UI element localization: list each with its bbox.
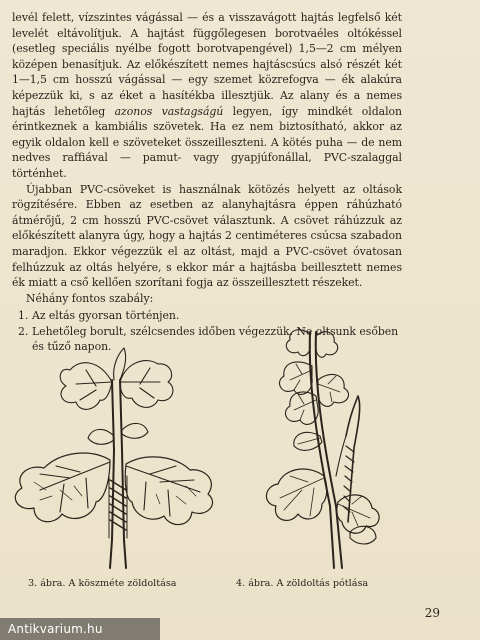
paragraph-3: Néhány fontos szabály: — [26, 291, 154, 305]
body-text — [12, 10, 402, 355]
list-item: 2. Lehetőleg borult, szélcsendes időben végezzük. Ne oltsunk esőben és tűző napon. — [18, 324, 399, 354]
list-item: 1. Az eltás gyorsan történjen. — [18, 309, 180, 323]
figure-3-caption: 3. ábra. A köszméte zöldoltása — [28, 578, 177, 589]
emphasis-text: azonos vastagságú — [114, 104, 224, 118]
paragraph-1: levél felett, vízszintes vágással — és a visszavágott hajtás legfelső két levelét eltávolítjuk. A hajtást függőlegesen borotvaéles oltókéssel (esetleg speciális nyélbe fogott borotvapengével) 1,5—2 cm mélyen középen benasítjuk. Az előkészített nemes hajtáscsúcs alsó részét két 1—1,5 cm hosszú vágással — egy szemet közrefogva — ék alakúra képezzük ki, s az éket a hasítékba illesztjük. Az alany és a nemes hajtás lehetőleg azonos vastagságú legyen, így mindkét oldalon érintkeznek a kambiális szövetek. Ha ez nem biztosítható, akkor az egyik oldalon kell e szöveteket összeilleszteni. A kötés puha — de nem nedves raffiával — pamut- vagy gyapjúfonállal, PVC-szalaggal történhet. — [12, 11, 402, 180]
figure-4-illustration — [238, 326, 398, 570]
figure-4-caption: 4. ábra. A zöldoltás pótlása — [236, 578, 369, 589]
page-number: 29 — [424, 606, 440, 620]
watermark-label: Antikvarium.hu — [0, 618, 160, 640]
paragraph-2: Újabban PVC-csöveket is használnak kötözés helyett az oltások rögzítésére. Ebben az esetben az alanyhajtásra éppen ráhúzható átmérőjű, 2 cm hosszú PVC-csövet választunk. A csövet ráhúzzuk az előkészített alanyra úgy, hogy a hajtás 2 centiméteres csúcsa szabadon maradjon. Ekkor végezzük el az oltást, majd a PVC-csövet óvatosan felhúzzuk az oltás helyére, s ekkor már a hajtásba beillesztett nemes ék miatt a cső kellően szorítani fogja az összeillesztett részeket. — [12, 182, 402, 290]
figure-3-illustration — [0, 340, 230, 570]
